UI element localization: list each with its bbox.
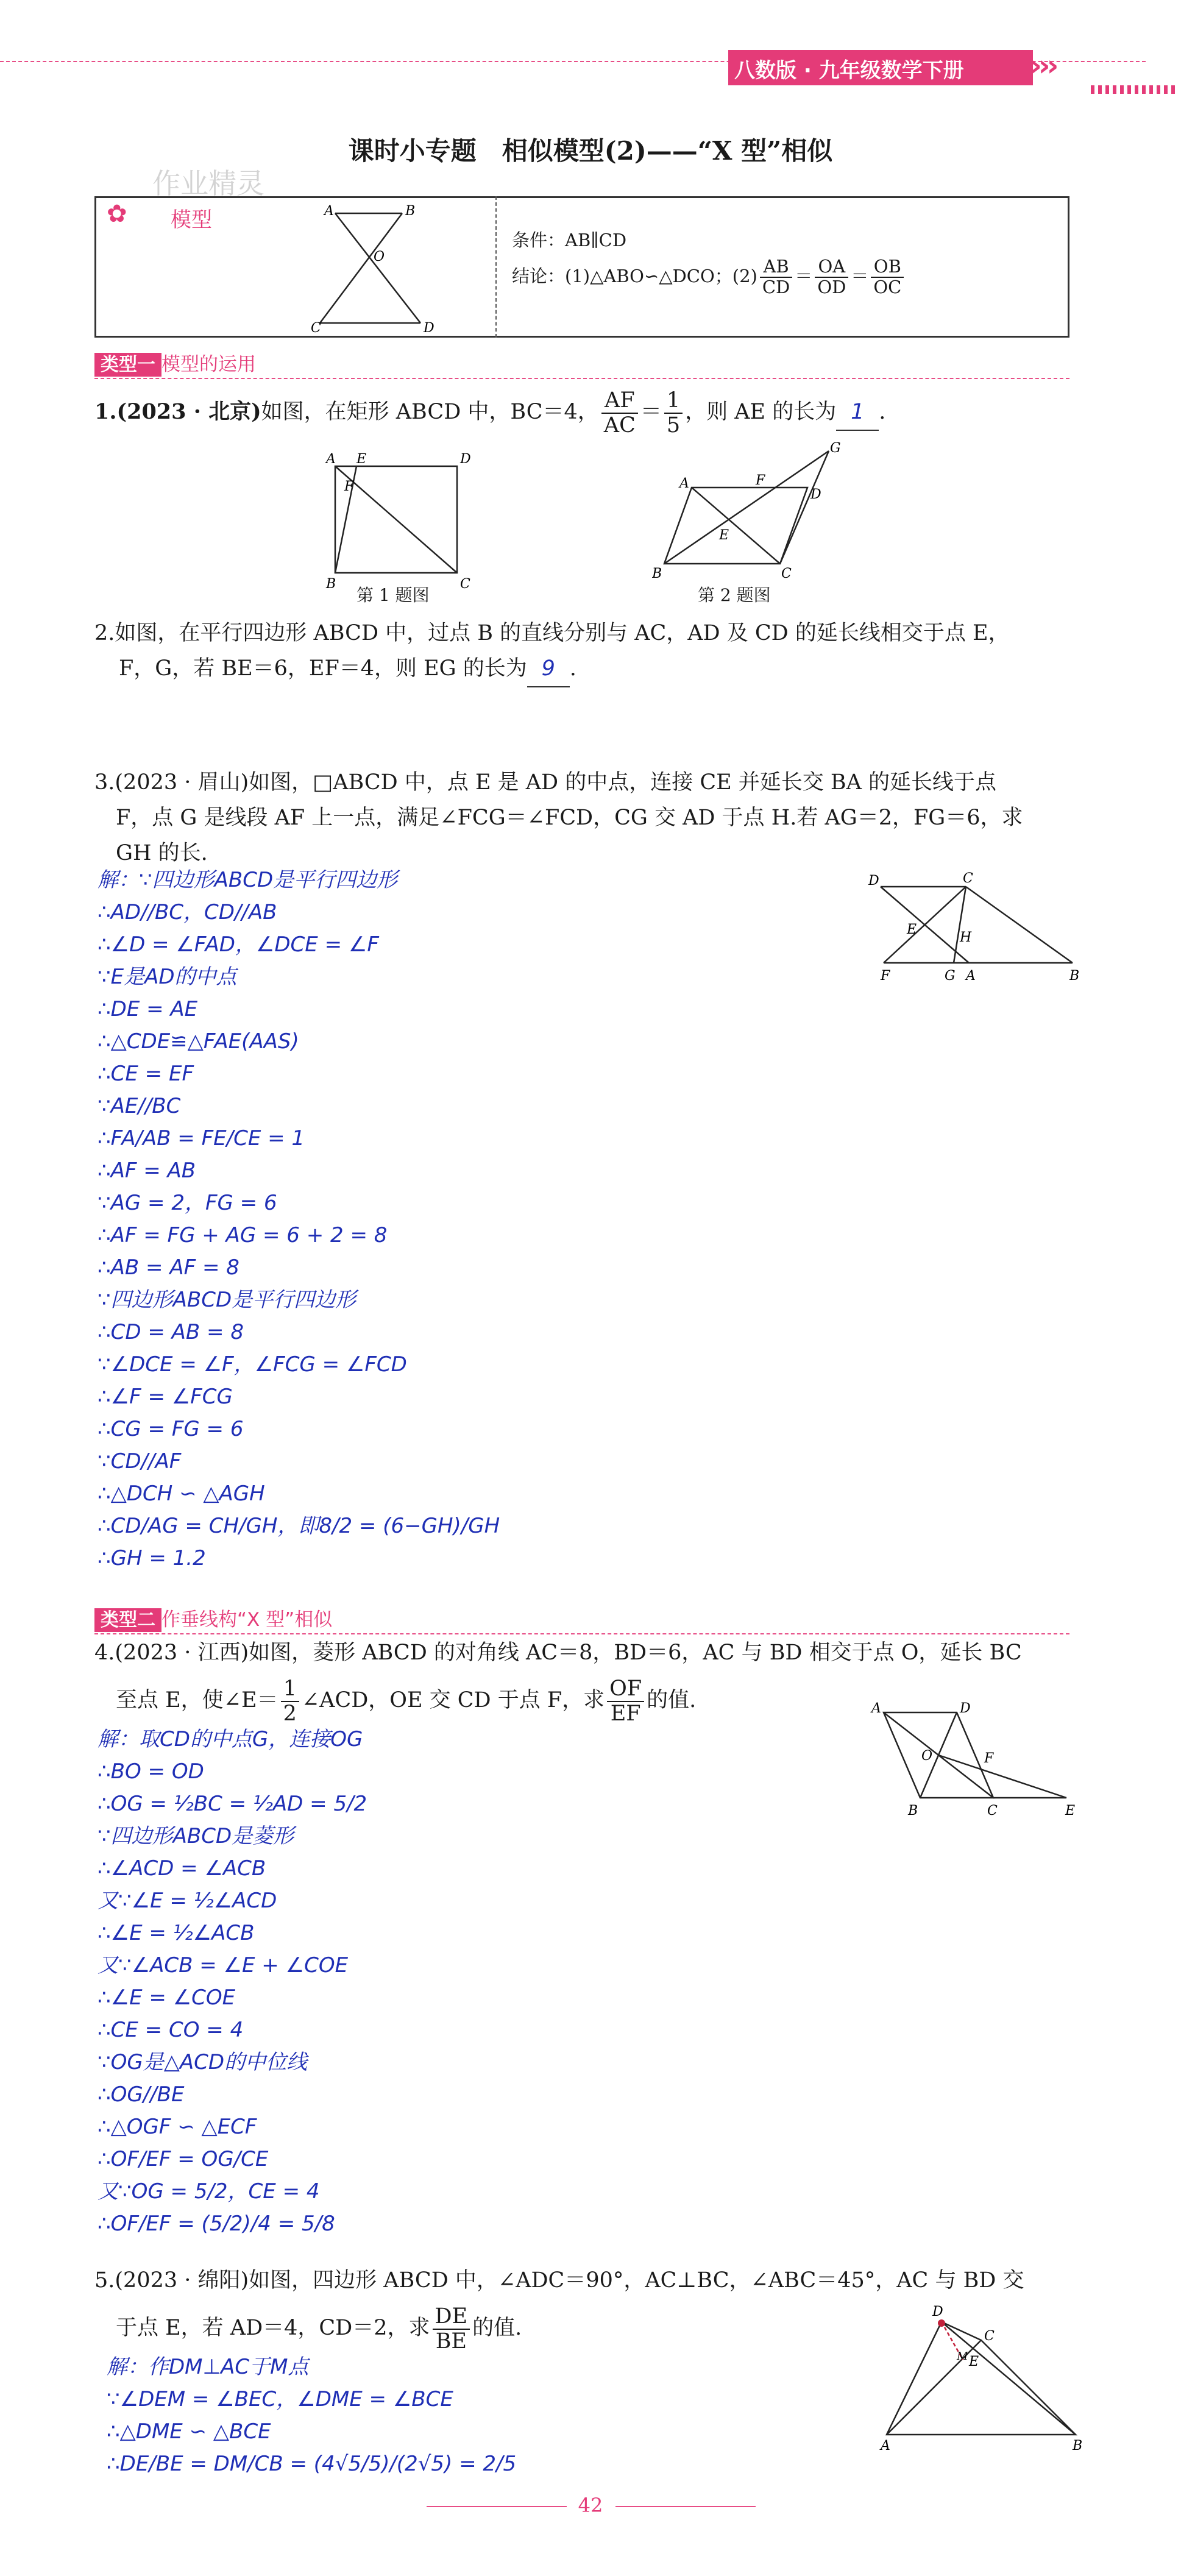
model-frac3-den: OC bbox=[873, 276, 902, 297]
svg-text:C: C bbox=[963, 871, 973, 886]
q1-line: 1.(2023 · 北京)如图，在矩形 ABCD 中，BC＝4， $\frac{AF}{AC}$ ＝ $\frac{1}{5}$ ，则 AE 的长为 1 . bbox=[94, 388, 886, 438]
svg-text:F: F bbox=[344, 479, 354, 494]
svg-text:E: E bbox=[969, 2354, 979, 2369]
model-figure bbox=[311, 198, 451, 337]
q5-line2 bbox=[116, 2305, 522, 2353]
q5-line1: 5.(2023 · 绵阳)如图，四边形 ABCD 中，∠ADC＝90°，AC⊥BC，∠ABC＝45°，AC 与 BD 交 bbox=[94, 2268, 1024, 2293]
q3-figure bbox=[865, 865, 1085, 987]
q3-sol-7: ∵AE//BC bbox=[98, 1094, 181, 1118]
svg-text:E: E bbox=[356, 452, 367, 467]
type2-tag: 类型二 bbox=[94, 1608, 161, 1632]
q3-solution bbox=[98, 864, 500, 1575]
q3-sol-10: ∵AG = 2，FG = 6 bbox=[98, 1191, 277, 1215]
model-pt-A: A bbox=[324, 204, 334, 219]
q1-eq: ＝ bbox=[640, 400, 662, 424]
svg-text:F: F bbox=[756, 473, 765, 488]
q1-text-b: ，则 AE 的长为 bbox=[685, 400, 837, 424]
q5-line2a: 于点 E，若 AD＝4，CD＝2，求 bbox=[116, 2316, 430, 2340]
svg-text:B: B bbox=[908, 1803, 918, 1818]
q4-sol-2: ∴OG = ½BC = ½AD = 5/2 bbox=[98, 1792, 367, 1816]
svg-text:E: E bbox=[719, 528, 729, 543]
q3-sol-11: ∴AF = FG + AG = 6 + 2 = 8 bbox=[98, 1223, 388, 1247]
q5-sol-0: 解：作DM⊥AC于M点 bbox=[107, 2355, 309, 2379]
q3-sol-6: ∴CE = EF bbox=[98, 1062, 194, 1086]
q4-frac-num: OF bbox=[607, 1677, 644, 1702]
q4-sol-3: ∵四边形ABCD是菱形 bbox=[98, 1824, 294, 1848]
q2-figure bbox=[652, 439, 847, 591]
q4-line2c: 的值. bbox=[647, 1688, 697, 1712]
model-box-divider bbox=[495, 196, 497, 338]
q4-line2b: ∠ACD，OE 交 CD 于点 F，求 bbox=[301, 1688, 605, 1712]
svg-text:B: B bbox=[652, 566, 662, 581]
q4-half-den: 2 bbox=[283, 1701, 297, 1726]
q1-frac-den: AC bbox=[603, 413, 636, 438]
q3-sol-0: 解：∵四边形ABCD是平行四边形 bbox=[98, 868, 398, 892]
type1-tag: 类型一 bbox=[94, 353, 161, 377]
q1-fig-caption: 第 1 题图 bbox=[356, 585, 430, 605]
model-pt-D: D bbox=[424, 321, 434, 336]
q4-sol-5: 又∵∠E = ½∠ACD bbox=[98, 1889, 277, 1913]
model-condition: 条件：AB∥CD bbox=[512, 230, 627, 250]
q3-sol-14: ∴CD = AB = 8 bbox=[98, 1320, 244, 1344]
q1-prefix: 1.(2023 · 北京) bbox=[94, 399, 261, 424]
svg-text:B: B bbox=[1069, 968, 1080, 984]
svg-text:D: D bbox=[810, 487, 821, 502]
q2-line2: F，G，若 BE＝6，EF＝4，则 EG 的长为 9 . bbox=[119, 651, 576, 687]
svg-text:G: G bbox=[830, 441, 841, 456]
svg-text:F: F bbox=[984, 1751, 994, 1766]
q2-fig-caption: 第 2 题图 bbox=[698, 585, 771, 605]
q4-sol-14: 又∵OG = 5/2，CE = 4 bbox=[98, 2179, 320, 2204]
q1-frac-num: AF bbox=[601, 389, 638, 414]
header-chevrons: ››› bbox=[1030, 49, 1055, 83]
type1-heading bbox=[94, 349, 256, 376]
flower-icon: ✿ bbox=[107, 200, 127, 228]
svg-text:B: B bbox=[1073, 2438, 1083, 2450]
q4-sol-15: ∴OF/EF = (5/2)/4 = 5/8 bbox=[98, 2212, 335, 2236]
svg-text:A: A bbox=[881, 2438, 890, 2450]
q4-line1: 4.(2023 · 江西)如图，菱形 ABCD 的对角线 AC＝8，BD＝6，AC 与 BD 相交于点 O，延长 BC bbox=[94, 1641, 1022, 1665]
page-number: 42 bbox=[578, 2494, 603, 2517]
q4-frac-den: EF bbox=[610, 1701, 641, 1726]
svg-text:D: D bbox=[868, 873, 879, 889]
q3-sol-15: ∵∠DCE = ∠F，∠FCG = ∠FCD bbox=[98, 1352, 407, 1377]
svg-text:C: C bbox=[781, 566, 792, 581]
q4-sol-10: ∵OG是△ACD的中位线 bbox=[98, 2050, 308, 2074]
q5-frac-num: DE bbox=[433, 2305, 470, 2330]
q3-sol-2: ∴∠D = ∠FAD，∠DCE = ∠F bbox=[98, 932, 379, 957]
model-conclusion: 结论：(1)△ABO∽△DCO；(2) $\frac{AB}{CD}$ ＝ $\frac{OA}{OD}$ ＝ $\frac{OB}{OC}$ bbox=[512, 257, 906, 297]
q4-sol-8: ∴∠E = ∠COE bbox=[98, 1985, 236, 2010]
q3-sol-5: ∴△CDE≌△FAE(AAS) bbox=[98, 1029, 299, 1054]
svg-text:E: E bbox=[907, 922, 917, 937]
model-frac2-den: OD bbox=[817, 276, 846, 297]
q3-sol-3: ∵E是AD的中点 bbox=[98, 965, 237, 989]
q4-sol-0: 解：取CD的中点G，连接OG bbox=[98, 1727, 363, 1751]
q3-sol-8: ∴FA/AB = FE/CE = 1 bbox=[98, 1126, 305, 1151]
q3-sol-1: ∴AD//BC，CD//AB bbox=[98, 900, 277, 924]
q4-sol-1: ∴BO = OD bbox=[98, 1759, 204, 1784]
q3-sol-21: ∴GH = 1.2 bbox=[98, 1546, 206, 1570]
q4-sol-9: ∴CE = CO = 4 bbox=[98, 2018, 244, 2042]
q3-line2: F，点 G 是线段 AF 上一点，满足∠FCG＝∠FCD，CG 交 AD 于点 H.若 AG＝2，FG＝6，求 bbox=[116, 806, 1023, 830]
q5-solution bbox=[107, 2351, 516, 2480]
q3-sol-9: ∴AF = AB bbox=[98, 1158, 196, 1183]
svg-text:A: A bbox=[871, 1701, 881, 1716]
svg-text:D: D bbox=[960, 1701, 971, 1716]
svg-text:A: A bbox=[966, 968, 976, 984]
q4-sol-6: ∴∠E = ½∠ACB bbox=[98, 1921, 255, 1945]
q1-answer: 1 bbox=[836, 394, 879, 431]
svg-text:A: A bbox=[326, 452, 336, 467]
q5-frac-den: BE bbox=[435, 2329, 467, 2354]
model-frac2-num: OA bbox=[815, 257, 848, 278]
q4-solution bbox=[98, 1723, 367, 2240]
model-frac1-num: AB bbox=[760, 257, 792, 278]
watermark: 作业精灵 bbox=[152, 167, 264, 200]
q5-figure bbox=[871, 2291, 1097, 2450]
q3-sol-19: ∴△DCH ∽ △AGH bbox=[98, 1481, 265, 1506]
model-label: 模型 bbox=[171, 208, 212, 232]
type1-text: 模型的运用 bbox=[161, 353, 256, 375]
svg-text:C: C bbox=[460, 577, 470, 591]
q5-line2b: 的值. bbox=[472, 2316, 522, 2340]
q1-ratio-den: 5 bbox=[666, 413, 681, 438]
q5-sol-3: ∴DE/BE = DM/CB = (4√5/5)/(2√5) = 2/5 bbox=[107, 2452, 517, 2476]
svg-text:E: E bbox=[1065, 1803, 1076, 1818]
model-pt-C: C bbox=[311, 321, 321, 336]
q3-sol-13: ∵四边形ABCD是平行四边形 bbox=[98, 1288, 356, 1312]
svg-text:H: H bbox=[960, 930, 972, 945]
page-title: 课时小专题 相似模型(2)——“X 型”相似 bbox=[348, 136, 833, 166]
svg-text:B: B bbox=[326, 577, 336, 591]
type2-heading bbox=[94, 1604, 332, 1631]
q4-sol-4: ∴∠ACD = ∠ACB bbox=[98, 1856, 266, 1881]
q4-sol-13: ∴OF/EF = OG/CE bbox=[98, 2147, 269, 2171]
q3-sol-20: ∴CD/AG = CH/GH，即8/2 = (6−GH)/GH bbox=[98, 1514, 500, 1538]
q3-sol-18: ∵CD//AF bbox=[98, 1449, 182, 1474]
model-pt-B: B bbox=[405, 204, 416, 219]
svg-text:O: O bbox=[921, 1748, 933, 1764]
type1-underline bbox=[94, 378, 1069, 379]
q3-sol-17: ∴CG = FG = 6 bbox=[98, 1417, 244, 1441]
q3-line1: 3.(2023 · 眉山)如图，□ABCD 中，点 E 是 AD 的中点，连接 CE 并延长交 BA 的延长线于点 bbox=[94, 770, 997, 795]
q5-sol-2: ∴△DME ∽ △BCE bbox=[107, 2419, 271, 2444]
model-pt-O: O bbox=[374, 249, 385, 264]
svg-text:G: G bbox=[945, 968, 956, 984]
q4-figure bbox=[865, 1694, 1085, 1822]
svg-text:A: A bbox=[679, 476, 689, 491]
type2-text: 作垂线构“X 型”相似 bbox=[161, 1609, 333, 1631]
svg-text:M: M bbox=[957, 2350, 968, 2363]
q3-line3: GH 的长. bbox=[116, 841, 208, 865]
q3-sol-16: ∴∠F = ∠FCG bbox=[98, 1385, 233, 1409]
q3-sol-4: ∴DE = AE bbox=[98, 997, 198, 1021]
svg-text:C: C bbox=[984, 2329, 995, 2344]
q2-answer: 9 bbox=[527, 651, 570, 687]
model-frac3-num: OB bbox=[871, 257, 904, 278]
model-conclusion-prefix: 结论：(1)△ABO∽△DCO；(2) bbox=[512, 265, 757, 286]
svg-text:F: F bbox=[881, 968, 890, 984]
svg-text:D: D bbox=[460, 452, 471, 467]
q2-line1: 2.如图，在平行四边形 ABCD 中，过点 B 的直线分别与 AC，AD 及 CD 的延长线相交于点 E， bbox=[94, 621, 1010, 645]
model-frac1-den: CD bbox=[762, 276, 790, 297]
svg-text:C: C bbox=[987, 1803, 998, 1818]
q4-sol-12: ∴△OGF ∽ △ECF bbox=[98, 2115, 257, 2139]
q4-sol-11: ∴OG//BE bbox=[98, 2082, 185, 2107]
type2-underline bbox=[94, 1633, 1069, 1634]
q2-line2a: F，G，若 BE＝6，EF＝4，则 EG 的长为 bbox=[119, 656, 527, 681]
q5-sol-1: ∵∠DEM = ∠BEC，∠DME = ∠BCE bbox=[107, 2387, 453, 2411]
q4-line2 bbox=[116, 1677, 696, 1725]
q1-text-a: 如图，在矩形 ABCD 中，BC＝4， bbox=[261, 400, 599, 424]
q1-ratio-num: 1 bbox=[664, 389, 683, 414]
q1-figure bbox=[323, 451, 475, 591]
svg-text:D: D bbox=[932, 2304, 943, 2319]
q4-half-num: 1 bbox=[281, 1677, 299, 1702]
q4-sol-7: 又∵∠ACB = ∠E + ∠COE bbox=[98, 1953, 349, 1978]
q3-sol-12: ∴AB = AF = 8 bbox=[98, 1255, 239, 1280]
header-book-title: 八数版 · 九年级数学下册 bbox=[734, 59, 964, 83]
q4-line2a: 至点 E，使∠E＝ bbox=[116, 1688, 278, 1712]
header-stripes bbox=[1091, 85, 1176, 94]
